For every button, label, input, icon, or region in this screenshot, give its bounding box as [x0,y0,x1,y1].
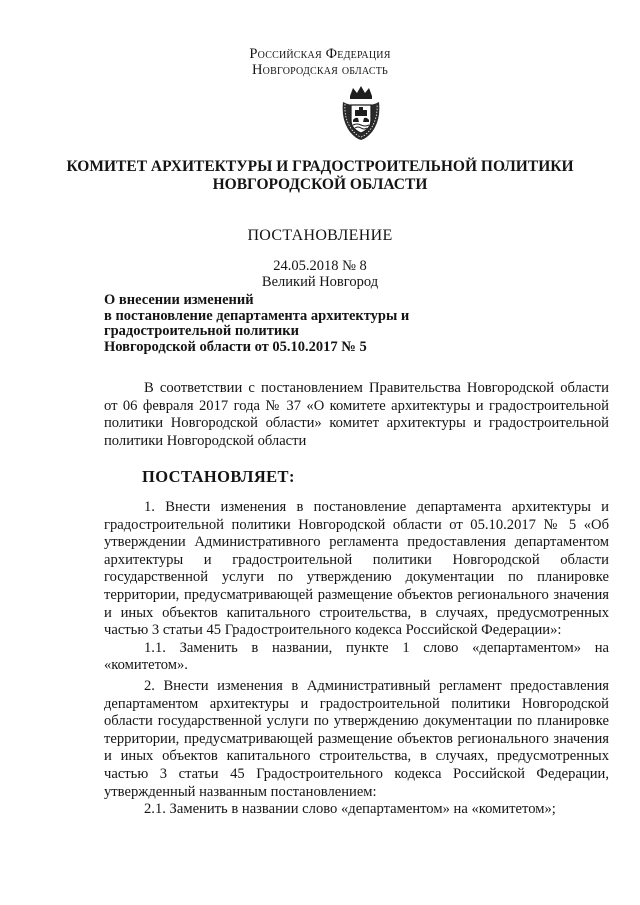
document-date-number: 24.05.2018 № 8 [273,258,367,274]
country-name: Российская Федерация [249,46,391,62]
committee-name-line-1: КОМИТЕТ АРХИТЕКТУРЫ И ГРАДОСТРОИТЕЛЬНОЙ ПОЛИТИКИ [66,158,574,175]
preamble-block [104,380,609,450]
decree-items [104,499,609,819]
preamble-paragraph: В соответствии с постановлением Правительства Новгородской области от 06 февраля 2017 года № 37 «О комитете архитектуры и градостроительной политики Новгородской области» комитет архитектуры и градостроительной политики Новгородской области [104,380,609,449]
subject-line-4: Новгородской области от 05.10.2017 № 5 [104,338,367,355]
committee-name-line-2: НОВГОРОДСКОЙ ОБЛАСТИ [212,176,428,193]
item-2-paragraph: 2. Внести изменения в Административный регламент предоставления департаментом архитектуры и градостроительной политики Новгородской области государственной услуги по утверждению документации по планировке территории, предусматривающей размещение объектов регионального значения и иных объектов капитального строительства, в случаях, предусмотренных частью 3 статьи 45 Градостроительного кодекса Российской Федерации, утвержденный названным постановлением: [104,677,609,800]
region-name: Новгородская область [252,62,388,78]
decree-heading: ПОСТАНОВЛЯЕТ: [142,467,295,486]
document-place: Великий Новгород [261,274,379,290]
document-subject [104,293,524,355]
subject-line-1: О внесении изменений [104,292,254,308]
item-1-paragraph: 1. Внести изменения в постановление департамента архитектуры и градостроительной политики Новгородской области от 05.10.2017 № 5 «Об утверждении Административного регламента предоставления департаментом архитектуры и градостроительной политики Новгородской области государственной услуги по утверждению документации по планировке территории, предусматривающей размещение объектов регионального значения и иных объектов капитального строительства, в случаях, предусмотренных частью 3 статьи 45 Градостроительного кодекса Российской Федерации»: [104,499,609,639]
subject-line-3: градостроительной политики [104,323,299,339]
document-date-place [0,258,640,290]
document-type: ПОСТАНОВЛЕНИЕ [247,227,393,244]
item-1-1-paragraph: 1.1. Заменить в названии, пункте 1 слово «департаментом» на «комитетом». [104,639,609,674]
letterhead-country-region [0,46,640,78]
committee-name [0,158,640,194]
novgorod-coat-of-arms-icon [338,84,384,142]
subject-line-2: в постановление департамента архитектуры и [104,307,410,324]
item-2-1-paragraph: 2.1. Заменить в названии слово «департаментом» на «комитетом»; [144,801,556,818]
